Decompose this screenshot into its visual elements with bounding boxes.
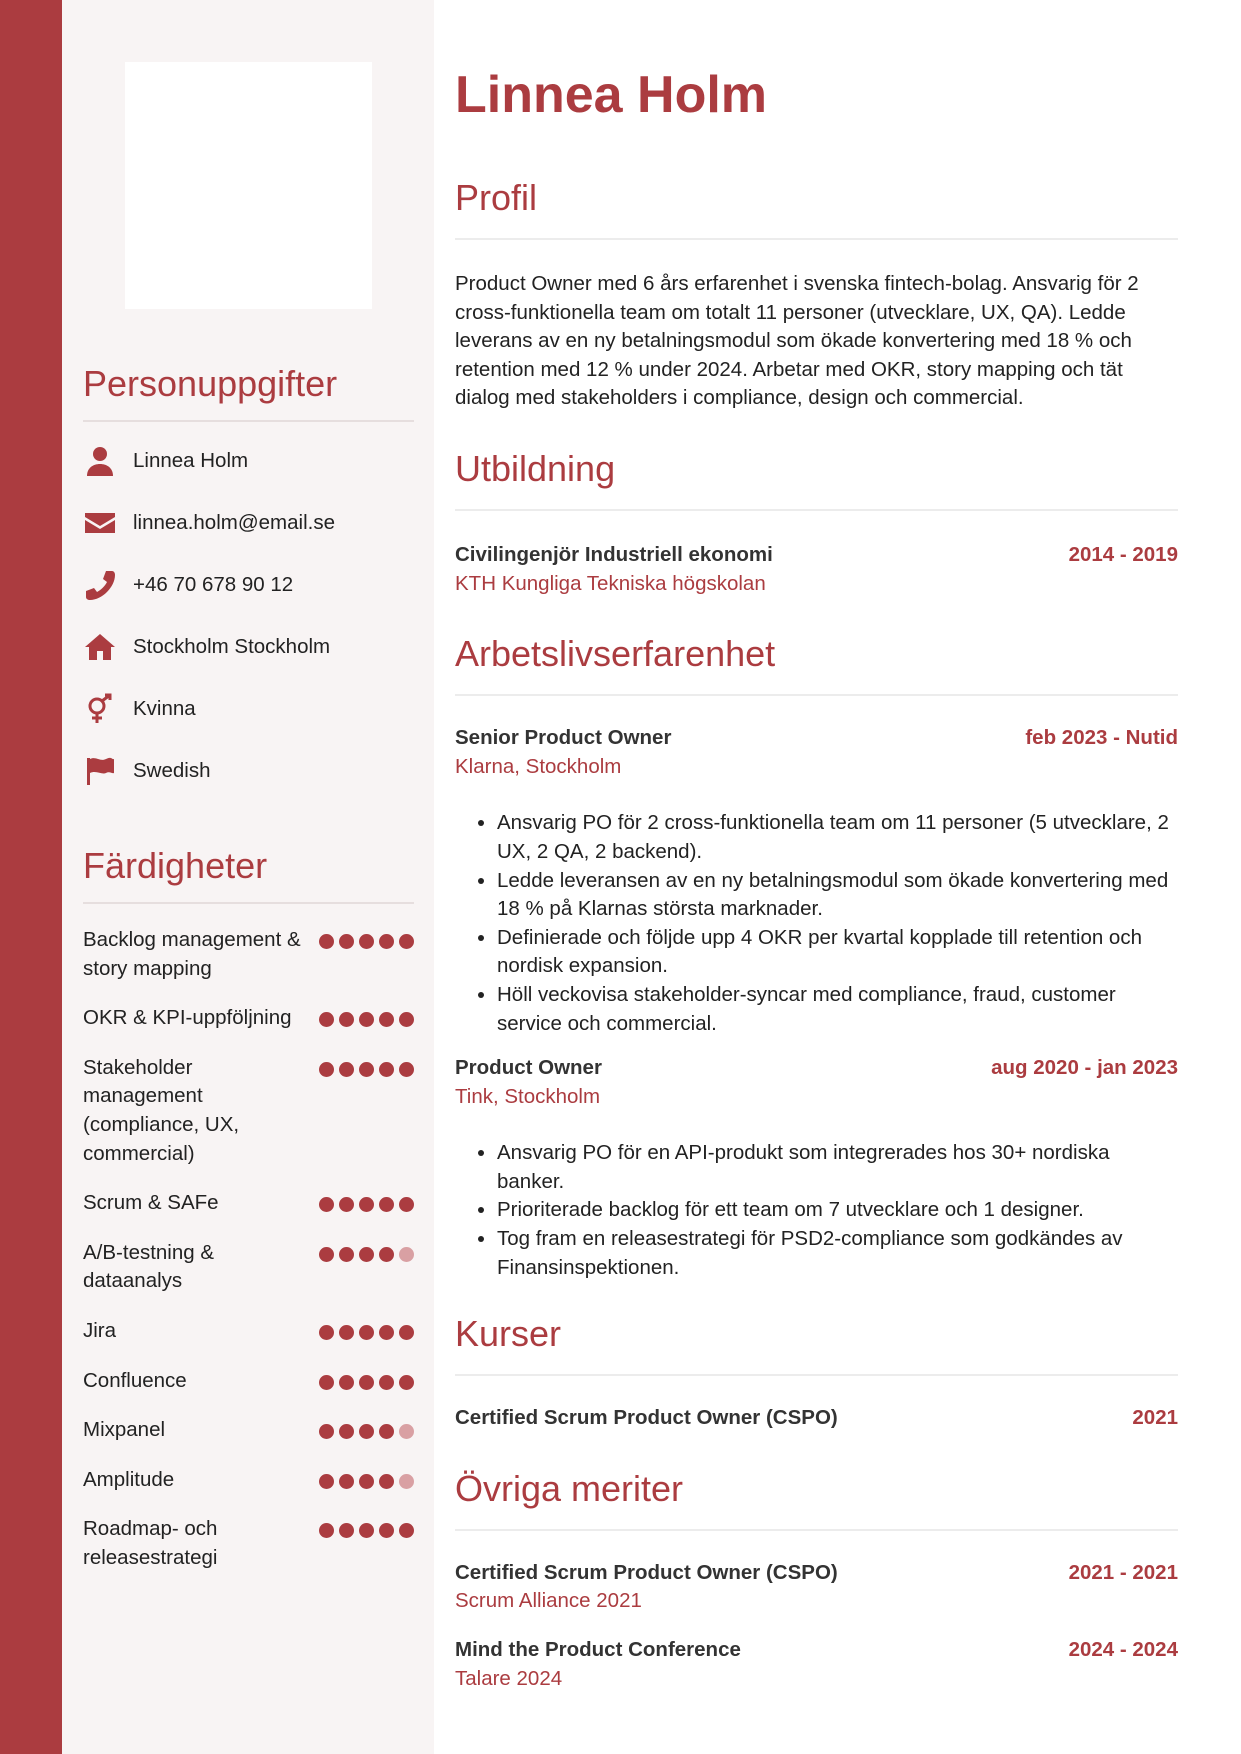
skill-item bbox=[83, 1054, 414, 1168]
skill-item bbox=[83, 1317, 414, 1346]
rating-dot bbox=[379, 1523, 394, 1538]
education-heading: Utbildning bbox=[455, 447, 616, 489]
skill-name: Stakeholder management (compliance, UX, commercial) bbox=[83, 1055, 240, 1165]
skill-item bbox=[83, 1515, 414, 1572]
personal-item-gender bbox=[83, 678, 414, 740]
education-entry bbox=[455, 541, 1178, 598]
job-bullet: • Ansvarig PO för en API-produkt som integrerades hos 30+ nordiska banker. bbox=[497, 1139, 1178, 1196]
home-icon bbox=[83, 630, 117, 664]
rating-dot bbox=[319, 1197, 334, 1212]
sidebar bbox=[62, 0, 434, 1754]
candidate-name: Linnea Holm bbox=[455, 66, 768, 124]
skill-rating bbox=[319, 1054, 414, 1077]
rating-dot bbox=[399, 1062, 414, 1077]
rating-dot bbox=[379, 1325, 394, 1340]
profile-text: Product Owner med 6 års erfarenhet i svenska fintech-bolag. Ansvarig för 2 cross-funktionella team om totalt 11 personer (utvecklare, UX, QA). Ledde leverans av en ny betalningsmodul som ökade konvertering med 18 % och retention med 12 % under 2024. Arbetar med OKR, story mapping och tät dialog med stakeholders i compliance, design och commercial. bbox=[455, 272, 1139, 410]
rating-dot bbox=[359, 1062, 374, 1077]
skill-name: Scrum & SAFe bbox=[83, 1191, 219, 1215]
skill-rating bbox=[319, 926, 414, 949]
personal-item-phone bbox=[83, 554, 414, 616]
rating-dot bbox=[399, 1012, 414, 1027]
rating-dot bbox=[319, 1325, 334, 1340]
rating-dot bbox=[319, 1375, 334, 1390]
job-bullets bbox=[455, 809, 1178, 1038]
personal-address: Stockholm Stockholm bbox=[133, 635, 331, 658]
rating-dot bbox=[359, 1523, 374, 1538]
personal-gender: Kvinna bbox=[133, 697, 196, 720]
courses-heading: Kurser bbox=[455, 1313, 562, 1355]
education-date: 2014 - 2019 bbox=[1068, 542, 1178, 566]
rating-dot bbox=[339, 1325, 354, 1340]
course-title: Certified Scrum Product Owner (CSPO) bbox=[455, 1406, 838, 1430]
skill-name: Jira bbox=[83, 1318, 117, 1342]
personal-heading: Personuppgifter bbox=[83, 363, 338, 404]
skill-rating bbox=[319, 1239, 414, 1262]
job-bullet: • Definierade och följde upp 4 OKR per kvartal kopplade till retention och nordisk expansion. bbox=[497, 924, 1178, 981]
job-date: aug 2020 - jan 2023 bbox=[991, 1056, 1178, 1080]
education-degree: Civilingenjör Industriell ekonomi bbox=[455, 542, 773, 566]
rating-dot bbox=[339, 934, 354, 949]
skill-name: Roadmap- och releasestrategi bbox=[83, 1517, 218, 1569]
education-school: KTH Kungliga Tekniska högskolan bbox=[455, 571, 766, 595]
rating-dot bbox=[379, 934, 394, 949]
personal-nationality: Swedish bbox=[133, 759, 211, 782]
rating-dot bbox=[359, 1474, 374, 1489]
skills-list bbox=[83, 926, 414, 1573]
experience-entry bbox=[455, 724, 1178, 1038]
skill-name: A/B-testning & dataanalys bbox=[83, 1240, 215, 1293]
envelope-icon bbox=[83, 506, 117, 540]
rating-dot bbox=[339, 1375, 354, 1390]
personal-phone[interactable]: +46 70 678 90 12 bbox=[133, 573, 294, 596]
other-title: Certified Scrum Product Owner (CSPO) bbox=[455, 1560, 838, 1584]
rating-dot bbox=[319, 1012, 334, 1027]
skill-name: Confluence bbox=[83, 1368, 187, 1392]
skill-name: Mixpanel bbox=[83, 1418, 166, 1442]
other-title: Mind the Product Conference bbox=[455, 1638, 741, 1662]
rating-dot bbox=[339, 1424, 354, 1439]
rating-dot bbox=[399, 1197, 414, 1212]
rating-dot bbox=[359, 1424, 374, 1439]
skill-rating bbox=[319, 1367, 414, 1390]
job-employer: Tink, Stockholm bbox=[455, 1084, 601, 1108]
personal-list bbox=[83, 430, 414, 802]
accent-strip bbox=[0, 0, 62, 1754]
rating-dot bbox=[379, 1247, 394, 1262]
skill-item bbox=[83, 1466, 414, 1495]
rating-dot bbox=[379, 1062, 394, 1077]
rating-dot bbox=[399, 1424, 414, 1439]
profile-section bbox=[455, 176, 1178, 413]
rating-dot bbox=[379, 1474, 394, 1489]
other-date: 2024 - 2024 bbox=[1068, 1638, 1178, 1662]
divider bbox=[455, 694, 1178, 696]
personal-item-address bbox=[83, 616, 414, 678]
job-bullet: • Höll veckovisa stakeholder-syncar med compliance, fraud, customer service och commercial. bbox=[497, 981, 1178, 1038]
rating-dot bbox=[399, 1247, 414, 1262]
skill-rating bbox=[319, 1416, 414, 1439]
rating-dot bbox=[319, 1523, 334, 1538]
skill-name: Amplitude bbox=[83, 1467, 175, 1491]
rating-dot bbox=[399, 1325, 414, 1340]
rating-dot bbox=[319, 1424, 334, 1439]
other-sub: Scrum Alliance 2021 bbox=[455, 1589, 642, 1613]
personal-item-nationality bbox=[83, 740, 414, 802]
job-bullet: • Tog fram en releasestrategi för PSD2-compliance som godkändes av Finansinspektionen. bbox=[497, 1225, 1178, 1282]
rating-dot bbox=[399, 1474, 414, 1489]
profile-heading: Profil bbox=[455, 177, 538, 218]
education-section bbox=[455, 447, 1178, 598]
rating-dot bbox=[359, 1325, 374, 1340]
rating-dot bbox=[319, 1474, 334, 1489]
rating-dot bbox=[379, 1012, 394, 1027]
flag-icon bbox=[83, 754, 117, 788]
sidebar-content bbox=[83, 362, 414, 1594]
rating-dot bbox=[359, 1012, 374, 1027]
rating-dot bbox=[319, 1247, 334, 1262]
personal-email[interactable]: linnea.holm@email.se bbox=[133, 511, 335, 534]
phone-icon bbox=[83, 568, 117, 602]
rating-dot bbox=[359, 1375, 374, 1390]
divider bbox=[83, 902, 414, 904]
skill-item bbox=[83, 1239, 414, 1296]
rating-dot bbox=[379, 1197, 394, 1212]
divider bbox=[455, 509, 1178, 511]
personal-item-name bbox=[83, 430, 414, 492]
divider bbox=[455, 1529, 1178, 1531]
job-employer: Klarna, Stockholm bbox=[455, 754, 622, 778]
divider bbox=[455, 238, 1178, 240]
experience-entry bbox=[455, 1054, 1178, 1282]
other-entry bbox=[455, 1559, 1178, 1616]
rating-dot bbox=[379, 1424, 394, 1439]
divider bbox=[455, 1374, 1178, 1376]
job-bullet: • Prioriterade backlog för ett team om 7 utvecklare och 1 designer. bbox=[497, 1196, 1178, 1225]
other-section bbox=[455, 1467, 1178, 1693]
skill-rating bbox=[319, 1189, 414, 1212]
person-icon bbox=[83, 444, 117, 478]
experience-section bbox=[455, 632, 1178, 1282]
rating-dot bbox=[339, 1012, 354, 1027]
rating-dot bbox=[339, 1474, 354, 1489]
rating-dot bbox=[399, 1523, 414, 1538]
skill-item bbox=[83, 1416, 414, 1445]
course-entry bbox=[455, 1404, 1178, 1433]
other-heading: Övriga meriter bbox=[455, 1467, 684, 1509]
rating-dot bbox=[359, 1247, 374, 1262]
skill-rating bbox=[319, 1515, 414, 1538]
skill-rating bbox=[319, 1466, 414, 1489]
rating-dot bbox=[339, 1523, 354, 1538]
rating-dot bbox=[359, 934, 374, 949]
skill-item bbox=[83, 1004, 414, 1033]
rating-dot bbox=[359, 1197, 374, 1212]
job-title: Product Owner bbox=[455, 1056, 602, 1080]
skill-name: OKR & KPI-uppföljning bbox=[83, 1006, 292, 1030]
rating-dot bbox=[399, 1375, 414, 1390]
experience-heading: Arbetslivserfarenhet bbox=[455, 633, 776, 675]
rating-dot bbox=[399, 934, 414, 949]
rating-dot bbox=[319, 1062, 334, 1077]
job-date: feb 2023 - Nutid bbox=[1025, 726, 1178, 750]
gender-icon bbox=[83, 692, 117, 726]
profile-photo bbox=[125, 62, 372, 309]
skills-heading: Färdigheter bbox=[83, 845, 268, 886]
personal-item-email bbox=[83, 492, 414, 554]
course-date: 2021 bbox=[1132, 1406, 1178, 1430]
skill-item bbox=[83, 926, 414, 983]
skill-item bbox=[83, 1189, 414, 1218]
job-title: Senior Product Owner bbox=[455, 726, 672, 750]
divider bbox=[83, 420, 414, 422]
skill-rating bbox=[319, 1004, 414, 1027]
other-date: 2021 - 2021 bbox=[1068, 1560, 1178, 1584]
skill-name: Backlog management & story mapping bbox=[83, 928, 301, 980]
job-bullets bbox=[455, 1139, 1178, 1282]
courses-section bbox=[455, 1312, 1178, 1433]
job-bullet: • Ansvarig PO för 2 cross-funktionella team om 11 personer (5 utvecklare, 2 UX, 2 QA, 2 backend). bbox=[497, 809, 1178, 866]
personal-name: Linnea Holm bbox=[133, 449, 249, 472]
other-sub: Talare 2024 bbox=[455, 1666, 563, 1690]
rating-dot bbox=[339, 1062, 354, 1077]
rating-dot bbox=[379, 1375, 394, 1390]
skill-rating bbox=[319, 1317, 414, 1340]
rating-dot bbox=[319, 934, 334, 949]
rating-dot bbox=[339, 1197, 354, 1212]
skill-item bbox=[83, 1367, 414, 1396]
job-bullet: • Ledde leveransen av en ny betalningsmodul som ökade konvertering med 18 % på Klarnas största marknader. bbox=[497, 867, 1178, 924]
other-entry bbox=[455, 1636, 1178, 1693]
main-content bbox=[455, 64, 1178, 1693]
rating-dot bbox=[339, 1247, 354, 1262]
